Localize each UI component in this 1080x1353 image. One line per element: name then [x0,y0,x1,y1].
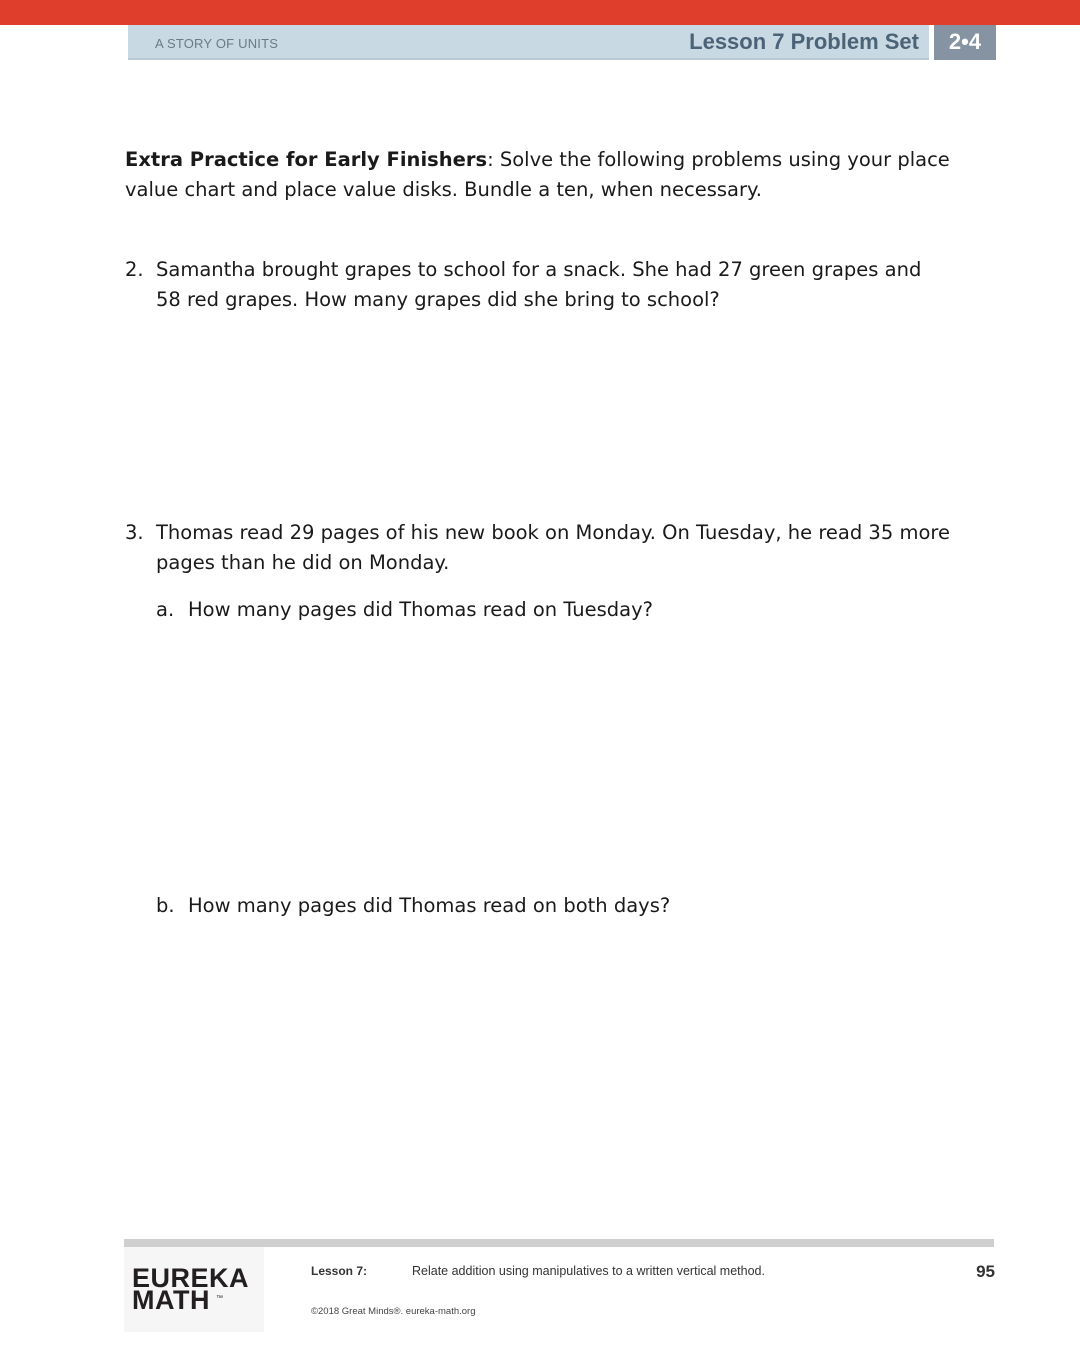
problem-3a [156,595,956,625]
page-title: Lesson 7 Problem Set [689,29,919,54]
problem-line: Samantha brought grapes to school for a snack. She had 27 green grapes and [156,258,922,281]
problem-3 [125,518,965,578]
page-number: 95 [976,1262,995,1281]
problem-number: 3. [125,521,144,544]
problem-3b [156,891,956,921]
part-letter: b. [156,894,175,917]
problem-2 [125,255,965,315]
logo-text-eureka: EUREKA [132,1263,250,1293]
logo-trademark: ™ [216,1295,223,1302]
footer-lesson-description: Relate addition using manipulatives to a written vertical method. [412,1264,765,1278]
page-header [128,25,929,60]
footer-lesson-label: Lesson 7: [311,1264,368,1278]
problem-line: 58 red grapes. How many grapes did she bring to school? [156,288,720,311]
intro-paragraph [125,145,965,205]
eureka-math-logo [124,1247,264,1332]
problem-line: Thomas read 29 pages of his new book on Monday. On Tuesday, he read 35 more [156,521,950,544]
top-accent-bar [0,0,1080,25]
series-name: A STORY OF UNITS [155,36,279,51]
intro-body-line2: value chart and place value disks. Bundle a ten, when necessary. [125,178,762,201]
logo-text-math: MATH [132,1285,210,1315]
part-text: How many pages did Thomas read on both days? [188,894,671,917]
grade-module-badge: 2•4 [934,25,996,60]
problem-line: pages than he did on Monday. [156,551,450,574]
part-letter: a. [156,598,175,621]
footer-divider [124,1239,994,1247]
copyright-notice: ©2018 Great Minds®. eureka-math.org [311,1306,476,1317]
intro-body-line1: : Solve the following problems using your place [487,148,950,171]
part-text: How many pages did Thomas read on Tuesday? [188,598,654,621]
intro-lead: Extra Practice for Early Finishers [125,148,488,171]
problem-number: 2. [125,258,144,281]
